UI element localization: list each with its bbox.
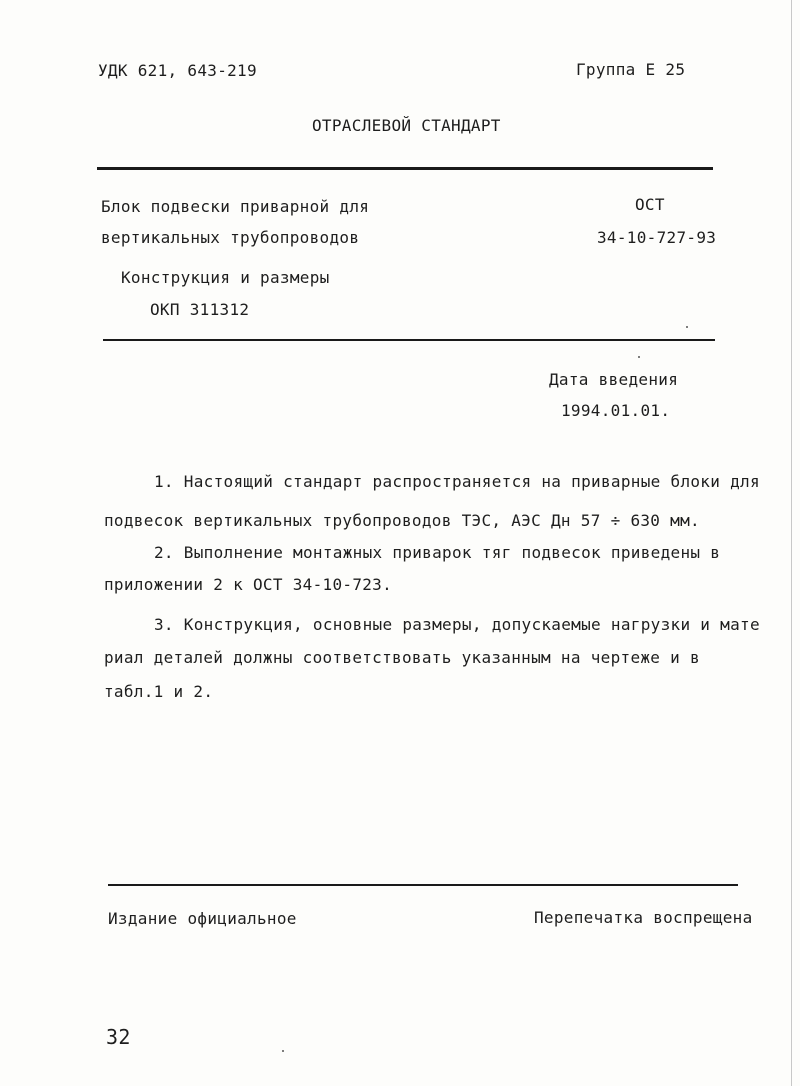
paragraph-2-line-1: 2. Выполнение монтажных приварок тяг подвесок приведены в: [154, 543, 721, 562]
scan-speck: [282, 1050, 284, 1052]
paragraph-3-line-1: 3. Конструкция, основные размеры, допускаемые нагрузки и мате: [154, 615, 760, 634]
footer-rule: [108, 884, 738, 886]
ost-number: 34-10-727-93: [597, 228, 717, 247]
paragraph-1-line-2: подвесок вертикальных трубопроводов ТЭС, АЭС Дн 57 ÷ 630 мм.: [104, 511, 700, 530]
ost-label: ОСТ: [635, 195, 665, 214]
udk-code: УДК 621, 643-219: [98, 61, 257, 80]
scan-speck: [686, 326, 688, 328]
group-code: Группа Е 25: [576, 60, 686, 79]
page-edge: [791, 0, 792, 1086]
paragraph-1-line-1: 1. Настоящий стандарт распространяется на приварные блоки для: [154, 472, 760, 491]
intro-date-value: 1994.01.01.: [561, 401, 671, 420]
top-rule: [97, 167, 713, 170]
scan-speck: [638, 356, 640, 358]
edition-note: Издание официальное: [108, 909, 297, 928]
intro-date-label: Дата введения: [549, 370, 679, 389]
bottom-rule: [103, 339, 715, 341]
standard-type-heading: ОТРАСЛЕВОЙ СТАНДАРТ: [312, 116, 501, 135]
page-number: 32: [106, 1025, 131, 1049]
title-line-1: Блок подвески приварной для: [101, 197, 370, 216]
subtitle: Конструкция и размеры: [121, 268, 330, 287]
title-line-2: вертикальных трубопроводов: [101, 228, 360, 247]
paragraph-3-line-2: риал деталей должны соответствовать указанным на чертеже и в: [104, 648, 700, 667]
paragraph-3-line-3: табл.1 и 2.: [104, 682, 214, 701]
paragraph-2-line-2: приложении 2 к ОСТ 34-10-723.: [104, 575, 393, 594]
okp-code: ОКП 311312: [150, 300, 250, 319]
reprint-note: Перепечатка воспрещена: [534, 908, 753, 927]
